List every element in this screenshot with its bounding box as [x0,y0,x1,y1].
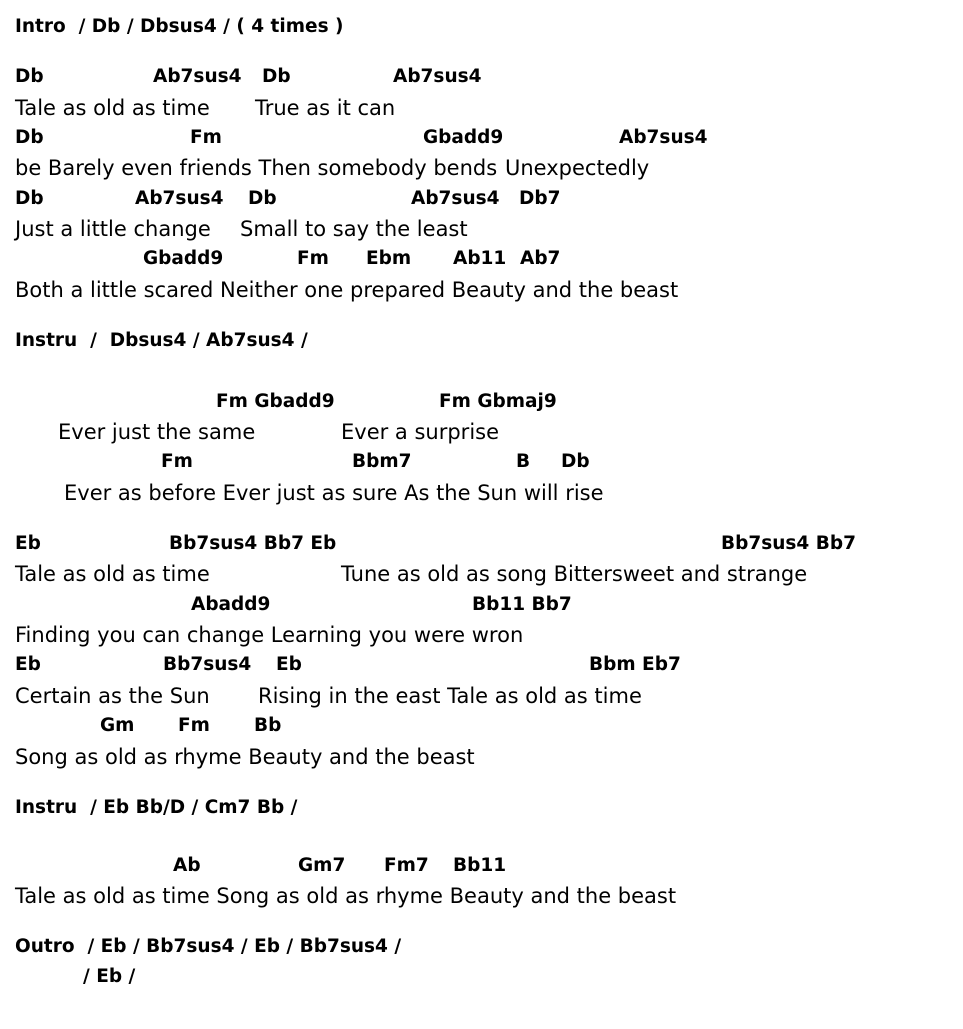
lyric: Rising in the east Tale as old as time [258,684,642,708]
chord: Ab7sus4 [411,188,500,209]
chord: Gbadd9 [423,127,504,148]
lyric: Ever just the same [58,420,256,444]
chord: Db [15,127,44,148]
lyric: Ever a surprise [341,420,500,444]
chord: Eb [15,533,41,554]
lyric: True as it can [255,96,396,120]
intro-line: Intro / Db / Dbsus4 / ( 4 times ) [15,16,344,37]
chord: Bb [254,715,282,736]
chord: Fm Gbadd9 [216,391,335,412]
lyric: Just a little change [15,217,211,241]
instru-line: Instru / Dbsus4 / Ab7sus4 / [15,330,308,351]
lyric: Tune as old as song Bittersweet and strange [341,562,808,586]
chord: Db [15,188,44,209]
chord: Db [262,66,291,87]
chord: Eb [276,654,302,675]
chord: Fm [161,451,193,472]
chord: Fm [178,715,210,736]
lyric: Tale as old as time Song as old as rhyme Beauty and the beast [15,884,677,908]
chord: Fm [190,127,222,148]
chord: Ab7sus4 [393,66,482,87]
chord: Bb11 Bb7 [472,594,572,615]
lyric: Tale as old as time [15,96,210,120]
chord: Eb [15,654,41,675]
chord: Fm Gbmaj9 [439,391,557,412]
outro-line: / Eb / [83,966,136,987]
chord: Gm [100,715,135,736]
chord: Db [248,188,277,209]
chord: B [516,451,531,472]
instru-line: Instru / Eb Bb/D / Cm7 Bb / [15,797,298,818]
lyric: Unexpectedly [505,156,650,180]
chord: Ab11 [453,248,507,269]
chord: Ab7sus4 [619,127,708,148]
outro-line: Outro / Eb / Bb7sus4 / Eb / Bb7sus4 / [15,936,402,957]
lyric: Ever as before Ever just as sure As the Sun will rise [64,481,604,505]
chord: Db7 [519,188,561,209]
chord: Bb7sus4 Bb7 Eb [169,533,337,554]
chord: Ab7 [520,248,561,269]
chord: Bbm7 [352,451,412,472]
chord: Fm7 [384,855,429,876]
chord: Ab7sus4 [135,188,224,209]
chord: Bb7sus4 [163,654,252,675]
chord: Gbadd9 [143,248,224,269]
chord: Ab [173,855,201,876]
lyric: Song as old as rhyme Beauty and the beast [15,745,475,769]
lyric: be Barely even friends Then somebody bends [15,156,498,180]
chord: Ab7sus4 [153,66,242,87]
chord: Gm7 [298,855,346,876]
chord: Ebm [366,248,412,269]
lyric: Tale as old as time [15,562,210,586]
chord: Fm [297,248,329,269]
lyric: Certain as the Sun [15,684,210,708]
chord: Bb7sus4 Bb7 [721,533,856,554]
lyric: Both a little scared Neither one prepared Beauty and the beast [15,278,679,302]
chord: Bb11 [453,855,507,876]
chord: Db [561,451,590,472]
chord: Abadd9 [191,594,271,615]
lyric: Small to say the least [240,217,468,241]
chord: Bbm Eb7 [589,654,681,675]
chord: Db [15,66,44,87]
lyric: Finding you can change Learning you were wron [15,623,524,647]
